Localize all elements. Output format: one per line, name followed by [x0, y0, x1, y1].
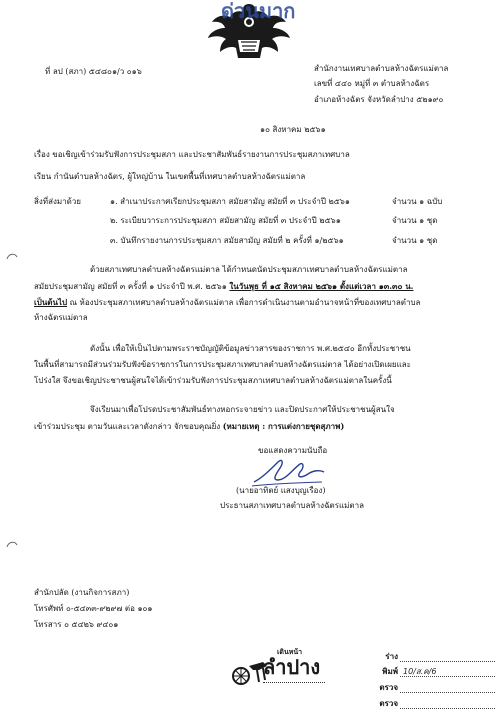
office-address-line1: สำนักงานเทศบาลตำบลห้างฉัตรแม่ตาล [314, 64, 449, 73]
stamp-label: ตรวจ [379, 683, 398, 692]
stamp-line [400, 661, 495, 662]
stamp-label: ร่าง [385, 652, 398, 661]
routing-stamp [358, 648, 498, 715]
paragraph1-line3 [34, 297, 420, 308]
paragraph3-line1: จึงเรียนมาเพื่อโปรดประชาสัมพันธ์ทางหอกระจายข่าว และปิดประกาศให้ประชาชนผู้สนใจ [90, 405, 395, 414]
recipient-line: เรียน กำนันตำบลห้างฉัตร, ผู้ใหญ่บ้าน ในเขตพื้นที่เทศบาลตำบลห้างฉัตรแม่ตาล [34, 172, 306, 181]
paragraph2-line1: ดังนั้น เพื่อให้เป็นไปตามพระราชบัญญัติข้อมูลข่าวสารของราชการ พ.ศ.๒๕๔๐ อีกทั้งประชาชน [90, 344, 411, 353]
enclosures-label: สิ่งที่ส่งมาด้วย [34, 197, 81, 206]
closing-phrase: ขอแสดงความนับถือ [258, 446, 328, 455]
margin-mark [6, 252, 18, 260]
stamp-row-check [358, 697, 498, 711]
enclosure-item: ๓. บันทึกรายงานการประชุมสภา สมัยสามัญ สมัยที่ ๒ ครั้งที่ ๑/๒๕๖๑ [110, 236, 344, 245]
logo-small-text: เดินหน้า [277, 648, 303, 656]
stamp-row-draft [358, 650, 498, 664]
enclosure-qty: จำนวน ๑ ชุด [392, 236, 438, 245]
subject-line: เรื่อง ขอเชิญเข้าร่วมรับฟังการประชุมสภา และประชาสัมพันธ์รายงานการประชุมสภาเทศบาล [34, 150, 350, 159]
stamp-row-check [358, 681, 498, 695]
stamp-value: 10/ส.ค/6 [403, 667, 437, 676]
stamp-line [400, 676, 495, 677]
enclosure-qty: จำนวน ๑ ชุด [392, 216, 438, 225]
lampang-logo [229, 648, 339, 696]
paragraph2-line3: โปร่งใส จึงขอเชิญประชาชนผู้สนใจได้เข้าร่วมรับฟังการประชุมสภาเทศบาลตำบลห้างฉัตรแม่ตาลในครั้งนี้ [34, 376, 392, 385]
logo-underline [263, 682, 325, 683]
enclosure-item: ๑. สำเนาประกาศเรียกประชุมสภา สมัยสามัญ สมัยที่ ๓ ประจำปี ๒๕๖๑ [110, 197, 350, 206]
paragraph3-line2-text: เข้าร่วมประชุม ตามวันและเวลาดังกล่าว จักขอบคุณยิ่ง [34, 422, 223, 431]
footer-phone: โทรศัพท์ ๐-๕๔๓๓-๙๒๙๗ ต่อ ๑๐๑ [34, 604, 153, 613]
paragraph1-line4: ห้างฉัตรแม่ตาล [34, 313, 88, 322]
paragraph3-line2 [34, 421, 344, 432]
paragraph1-line2 [34, 281, 413, 292]
margin-mark [6, 540, 18, 548]
meeting-onward: เป็นต้นไป [34, 297, 68, 307]
footer-fax: โทรสาร ๐ ๕๔๒๖ ๙๔๐๑ [34, 620, 119, 629]
paragraph1-line3-text: ณ ห้องประชุมสภาเทศบาลตำบลห้างฉัตรแม่ตาล เพื่อการดำเนินงานตามอำนาจหน้าที่ของเทศบาลตำบล [67, 298, 421, 307]
reference-number: ที่ ลป (สภา) ๕๔๘๐๑/ว ๐๑๖ [45, 67, 142, 76]
stamp-label: พิมพ์ [382, 667, 398, 676]
dress-code-note: (หมายเหตุ : การแต่งกายชุดสุภาพ) [222, 421, 345, 431]
signer-title: ประธานสภาเทศบาลตำบลห้างฉัตรแม่ตาล [220, 501, 365, 510]
office-address-line3: อำเภอห้างฉัตร จังหวัดลำปาง ๕๒๑๙๐ [314, 95, 444, 104]
stamp-row-typed [358, 665, 498, 679]
enclosure-item: ๒. ระเบียบวาระการประชุมสภา สมัยสามัญ สมัยที่ ๓ ประจำปี ๒๕๖๑ [110, 216, 341, 225]
meeting-datetime: ในวันพุธ ที่ ๑๕ สิงหาคม ๒๕๖๑ ตั้งแต่เวลา ๑๓.๓๐ น. [229, 281, 414, 291]
enclosure-qty: จำนวน ๑ ฉบับ [392, 197, 443, 206]
footer-department: สำนักปลัด (งานกิจการสภา) [34, 588, 130, 597]
paragraph1-line1: ด้วยสภาเทศบาลตำบลห้างฉัตรแม่ตาล ได้กำหนดนัดประชุมสภาเทศบาลตำบลห้างฉัตรแม่ตาล [90, 265, 408, 274]
stamp-line [400, 692, 495, 693]
signer-name: (นายอาทิตย์ แสงบุญเรือง) [236, 486, 326, 495]
paragraph2-line2: ในพื้นที่สามารถมีส่วนร่วมรับฟังข้อราชการในการประชุมสภาเทศบาลตำบลห้างฉัตรแม่ตาล ได้อย่างเปิดเผยและ [34, 360, 411, 369]
stamp-label: ตรวจ [379, 699, 398, 708]
office-address-line2: เลขที่ ๔๔๐ หมู่ที่ ๓ ตำบลห้างฉัตร [314, 79, 430, 88]
letter-date: ๑๐ สิงหาคม ๒๕๖๑ [260, 125, 326, 134]
logo-main-text: ลำปาง [263, 655, 321, 679]
urgent-stamp: ด่วนมาก [221, 0, 296, 23]
paragraph1-line2-text: สมัยประชุมสามัญ สมัยที่ ๓ ครั้งที่ ๑ ประจำปี พ.ศ. ๒๕๖๑ [34, 282, 230, 291]
signature-image [248, 452, 328, 490]
stamp-line [400, 708, 495, 709]
